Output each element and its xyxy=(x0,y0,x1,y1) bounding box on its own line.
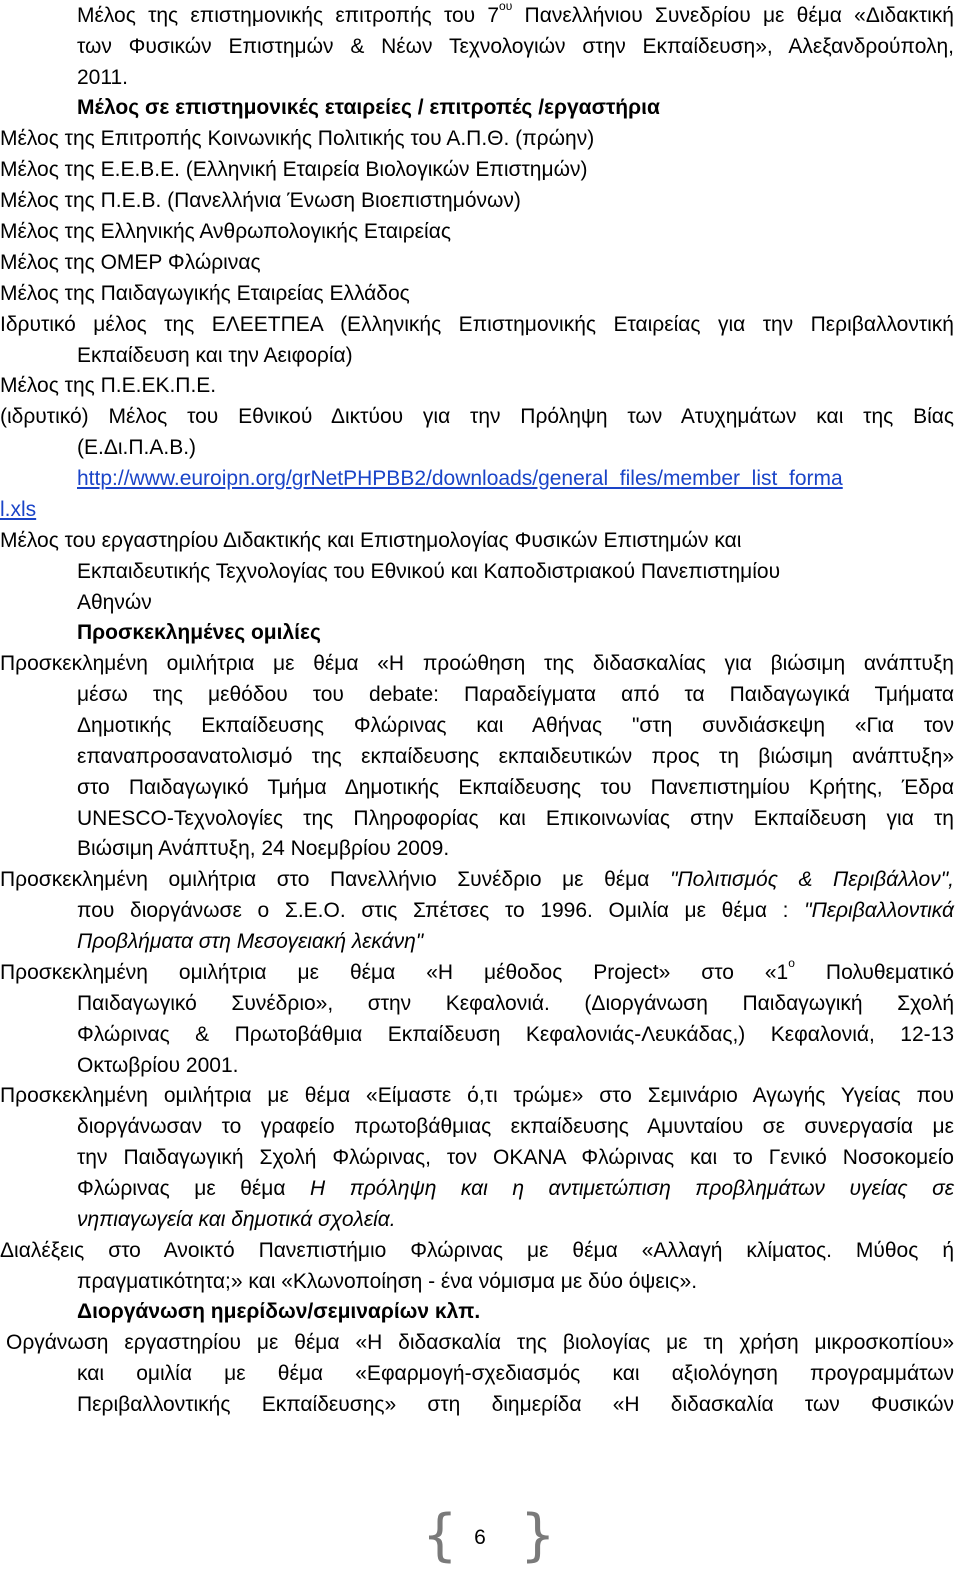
text-line: Μέλος της Π.Ε.Β. (Πανελλήνια Ένωση Βιοεπιστημόνων) xyxy=(0,189,521,212)
left-brace-decoration: { xyxy=(422,1503,458,1568)
text-line: μέσω της μεθόδου του debate: Παραδείγματα από τα Παιδαγωγικά Τμήματα xyxy=(77,683,954,706)
text-line: Διαλέξεις στο Ανοικτό Πανεπιστήμιο Φλώρινας με θέμα «Αλλαγή κλίματος. Μύθος ή xyxy=(0,1239,954,1262)
text-line: διοργάνωσαν το γραφείο πρωτοβάθμιας εκπαίδευσης Αμυνταίου σε συνεργασία με xyxy=(77,1115,954,1138)
text-line: Βιώσιμη Ανάπτυξη, 24 Νοεμβρίου 2009. xyxy=(77,837,450,860)
member-list-link-continuation[interactable]: l.xls xyxy=(0,498,37,521)
text-line: στο Παιδαγωγικό Τμήμα Δημοτικής Εκπαίδευσης του Πανεπιστημίου Κρήτης, Έδρα xyxy=(77,776,954,799)
seminar-title: Η πρόληψη και η αντιμετώπιση προβλημάτων υγείας σε xyxy=(310,1177,954,1200)
section-heading: Διοργάνωση ημερίδων/σεμιναρίων κλπ. xyxy=(77,1300,481,1323)
section-heading: Μέλος σε επιστημονικές εταιρείες / επιτροπές /εργαστήρια xyxy=(77,96,660,119)
talk-title: "Πολιτισμός & Περιβάλλον", xyxy=(669,868,954,891)
text-line: επαναπροσανατολισμό της εκπαίδευσης εκπαιδευτικών προς τη βιώσιμη ανάπτυξη» xyxy=(77,745,954,768)
text-line: νηπιαγωγεία και δημοτικά σχολεία. xyxy=(77,1208,396,1231)
text-line: Μέλος της Ελληνικής Ανθρωπολογικής Εταιρείας xyxy=(0,220,451,243)
text-line: Μέλος της Επιτροπής Κοινωνικής Πολιτικής του Α.Π.Θ. (πρώην) xyxy=(0,127,595,150)
text-line: Μέλος της επιστημονικής επιτροπής του $7^{o\upsilon}$ Πανελλήνιου Συνεδρίου με θέμα «Διδακτική xyxy=(77,0,954,27)
text-line: (Ε.Δι.Π.Α.Β.) xyxy=(77,436,197,459)
text-line: 2011. xyxy=(77,66,128,89)
page-footer xyxy=(0,1503,960,1570)
text-line: Παιδαγωγικό Συνέδριο», στην Κεφαλονιά. (Διοργάνωση Παιδαγωγική Σχολή xyxy=(77,992,954,1015)
text-line: Προσκεκλημένη ομιλήτρια στο Πανελλήνιο Συνέδριο με θέμα "Πολιτισμός & Περιβάλλον", xyxy=(0,868,954,891)
talk-title: "Περιβαλλοντικά xyxy=(804,899,954,922)
text-line: UNESCO-Τεχνολογίες της Πληροφορίας και Επικοινωνίας στην Εκπαίδευση για τη xyxy=(77,807,954,830)
text-line: και ομιλία με θέμα «Εφαρμογή-σχεδιασμός και αξιολόγηση προγραμμάτων xyxy=(77,1362,954,1385)
text-line: Φλώρινας & Πρωτοβάθμια Εκπαίδευση Κεφαλονιάς-Λευκάδας,) Κεφαλονιά, 12-13 xyxy=(77,1023,954,1046)
text-line: Μέλος της Παιδαγωγικής Εταιρείας Ελλάδος xyxy=(0,282,410,305)
text-line: (ιδρυτικό) Μέλος του Εθνικού Δικτύου για την Πρόληψη των Ατυχημάτων και της Βίας xyxy=(0,405,954,428)
text-line: Φλώρινας με θέμα Η πρόληψη και η αντιμετώπιση προβλημάτων υγείας σε xyxy=(77,1177,954,1200)
text-line: Οργάνωση εργαστηρίου με θέμα «Η διδασκαλία της βιολογίας με τη χρήση μικροσκοπίου» xyxy=(6,1331,954,1354)
text-line: Εκπαιδευτικής Τεχνολογίας του Εθνικού και Καποδιστριακού Πανεπιστημίου xyxy=(77,560,781,583)
text-line: Προβλήματα στη Μεσογειακή λεκάνη" xyxy=(77,930,424,953)
member-list-link[interactable]: http://www.euroipn.org/grNetPHPBB2/downloads/general_files/member_list_forma xyxy=(77,467,843,490)
text-line: Δημοτικής Εκπαίδευσης Φλώρινας και Αθήνας "στη συνδιάσκεψη «Για τον xyxy=(77,714,954,737)
text-line: Μέλος του εργαστηρίου Διδακτικής και Επιστημολογίας Φυσικών Επιστημών και xyxy=(0,529,742,552)
text-line: την Παιδαγωγική Σχολή Φλώρινας, τον ΟΚΑΝΑ Φλώρινας και το Γενικό Νοσοκομείο xyxy=(77,1146,954,1169)
text-line: Ιδρυτικό μέλος της ΕΛΕΕΤΠΕΑ (Ελληνικής Επιστημονικής Εταιρείας για την Περιβαλλοντική xyxy=(0,313,954,336)
text-line: Προσκεκλημένη ομιλήτρια με θέμα «Η μέθοδος Project» στο «$1^o$ Πολυθεματικό xyxy=(0,956,954,984)
text-line: των Φυσικών Επιστημών & Νέων Τεχνολογιών στην Εκπαίδευση», Αλεξανδρούπολη, xyxy=(77,35,954,58)
superscript: ο xyxy=(788,956,795,970)
right-brace-decoration: } xyxy=(520,1503,556,1568)
text-line: που διοργάνωσε ο Σ.Ε.Ο. στις Σπέτσες το 1996. Ομιλία με θέμα : "Περιβαλλοντικά xyxy=(77,899,954,922)
page-number: 6 xyxy=(474,1526,486,1549)
text-line: Μέλος της Ε.Ε.Β.Ε. (Ελληνική Εταιρεία Βιολογικών Επιστημών) xyxy=(0,158,588,181)
section-heading: Προσκεκλημένες ομιλίες xyxy=(77,621,321,644)
text-line: Εκπαίδευση και την Αειφορία) xyxy=(77,344,353,367)
superscript: ου xyxy=(499,0,513,13)
text-line: πραγματικότητα;» και «Κλωνοποίηση - ένα νόμισμα με δύο όψεις». xyxy=(77,1270,698,1293)
text-line: Προσκεκλημένη ομιλήτρια με θέμα «Η προώθηση της διδασκαλίας για βιώσιμη ανάπτυξη xyxy=(0,652,954,675)
text-line: Προσκεκλημένη ομιλήτρια με θέμα «Είμαστε ό,τι τρώμε» στο Σεμινάριο Αγωγής Υγείας που xyxy=(0,1084,954,1107)
text-line: Περιβαλλοντικής Εκπαίδευσης» στη διημερίδα «Η διδασκαλία των Φυσικών xyxy=(77,1393,954,1416)
text-line: Μέλος της Π.Ε.ΕΚ.Π.Ε. xyxy=(0,374,217,397)
text-line: Αθηνών xyxy=(77,591,152,614)
text-line: Μέλος της ΟΜΕΡ Φλώρινας xyxy=(0,251,261,274)
text-line: Οκτωβρίου 2001. xyxy=(77,1054,239,1077)
